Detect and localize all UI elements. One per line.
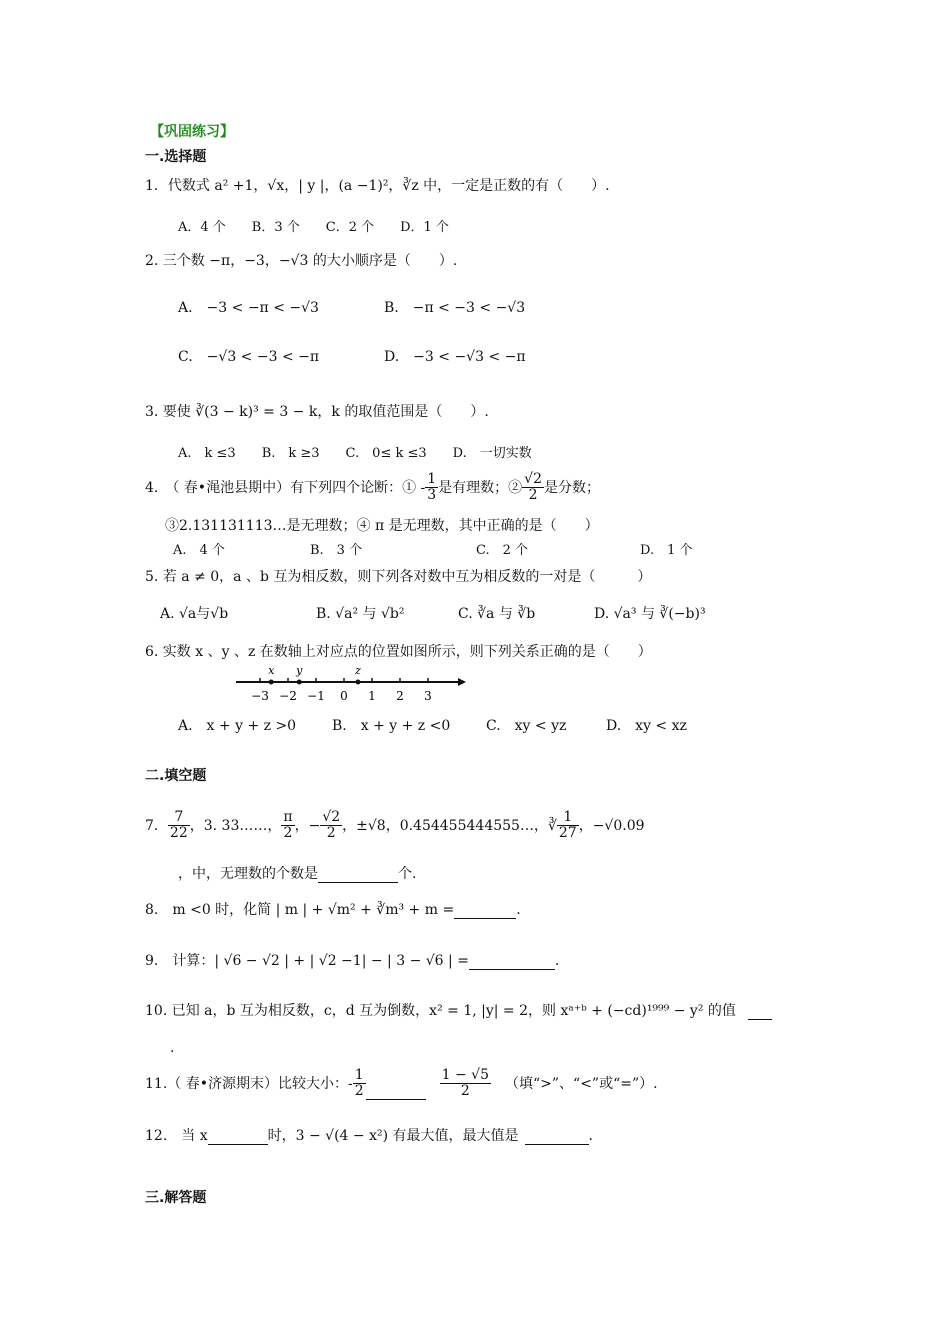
question-5-option-c: C. ∛a 与 ∛b bbox=[458, 606, 536, 622]
question-12-text-b: 时，3 − √(4 − x²) 有最大值，最大值是 bbox=[267, 1128, 519, 1144]
fraction-denominator: 2 bbox=[460, 1083, 470, 1100]
point-label-x: x bbox=[268, 664, 275, 677]
question-5: 5. 若 a ≠ 0，a 、b 互为相反数，则下列各对数中互为相反数的一对是（ ） bbox=[145, 569, 652, 585]
fraction-denominator: 27 bbox=[558, 825, 577, 842]
question-4-option-a: A. 4 个 bbox=[173, 543, 225, 558]
question-7-line-2 bbox=[178, 866, 416, 883]
fraction-7-22 bbox=[168, 810, 190, 842]
fraction-numerator: 1 bbox=[427, 471, 437, 487]
question-4-line-2: ③2.131131113…是无理数；④ π 是无理数，其中正确的是（ ） bbox=[165, 518, 599, 534]
question-4-option-c: C. 2 个 bbox=[476, 543, 529, 558]
question-2-option-d: D. −3 < −√3 < −π bbox=[384, 349, 526, 365]
question-11-text: 11.（ 春•济源期末）比较大小：- bbox=[145, 1075, 353, 1092]
fraction-1-2 bbox=[353, 1068, 366, 1100]
question-1-options: A．4 个 B．3 个 C．2 个 D．1 个 bbox=[178, 220, 449, 235]
answer-blank[interactable] bbox=[454, 904, 516, 919]
answer-blank[interactable] bbox=[366, 1085, 426, 1100]
number-line bbox=[230, 662, 470, 710]
question-8-text: 8. m <0 时，化简 | m | + √m² + ∛m³ + m = bbox=[145, 902, 455, 918]
question-10 bbox=[145, 1003, 772, 1020]
question-2: 2. 三个数 −π，−3，−√3 的大小顺序是（ ）. bbox=[145, 253, 458, 269]
fraction-denominator: 3 bbox=[427, 487, 437, 504]
question-7-text-2: ，3. 33……， bbox=[189, 817, 282, 834]
fraction-denominator: 2 bbox=[528, 487, 538, 504]
question-4-option-d: D. 1 个 bbox=[640, 543, 693, 558]
question-8 bbox=[145, 902, 521, 919]
fraction-denominator: 22 bbox=[169, 825, 188, 842]
fraction-numerator: √2 bbox=[524, 471, 542, 487]
tick-label: −3 bbox=[251, 689, 269, 703]
question-10-text: 10. 已知 a，b 互为相反数，c，d 互为倒数，x² = 1, |y| = 2，则 xᵃ⁺ᵇ + (−cd)¹⁹⁹⁹ − y² 的值 bbox=[145, 1003, 736, 1019]
point-label-z: z bbox=[355, 664, 361, 677]
question-7-text-4: ，− bbox=[294, 817, 321, 834]
fraction-numerator: 7 bbox=[168, 810, 190, 826]
question-1: 1．代数式 a² +1，√x，| y |，(a −1)²，∛z 中，一定是正数的有（ ）. bbox=[145, 178, 610, 194]
fraction-numerator: 1 − √5 bbox=[441, 1067, 489, 1083]
question-11-hint: （填“>”、“<”或“=”）. bbox=[505, 1075, 658, 1092]
tick-label: 2 bbox=[396, 689, 404, 703]
point-label-y: y bbox=[296, 664, 303, 677]
answer-blank[interactable] bbox=[748, 1005, 772, 1020]
section-title-fill: 二.填空题 bbox=[145, 768, 207, 784]
fraction-denominator: 2 bbox=[354, 1083, 364, 1100]
fraction-numerator: 1 bbox=[557, 810, 579, 826]
fraction-numerator: 1 bbox=[354, 1067, 364, 1083]
fraction-numerator: π bbox=[283, 809, 293, 825]
question-12-end: . bbox=[588, 1128, 593, 1144]
point-x bbox=[269, 680, 274, 685]
question-4-text-a: 4. （ 春•渑池县期中）有下列四个论断：① - bbox=[145, 479, 426, 496]
question-9-text: 9. 计算：| √6 − √2 | + | √2 −1| − | 3 − √6 | = bbox=[145, 953, 469, 969]
question-7-label: 7． bbox=[145, 817, 168, 834]
tick-label: −2 bbox=[279, 689, 297, 703]
tick-label: −1 bbox=[307, 689, 325, 703]
tick-label: 3 bbox=[424, 689, 432, 703]
answer-blank[interactable] bbox=[318, 868, 398, 883]
question-10-end: . bbox=[170, 1040, 175, 1056]
fraction-one-third bbox=[425, 472, 438, 504]
number-line-arrow bbox=[458, 678, 466, 686]
fraction-root2-2 bbox=[320, 810, 342, 842]
section-title-choice: 一.选择题 bbox=[145, 149, 207, 165]
question-7-unit: 个. bbox=[398, 866, 417, 882]
question-7-text-6: ，±√8，0.454455444555…， bbox=[342, 817, 548, 834]
question-3: 3. 要使 ∛(3 − k)³ = 3 − k，k 的取值范围是（ ）. bbox=[145, 404, 489, 420]
question-8-end: . bbox=[516, 902, 521, 918]
question-6-option-a: A. x + y + z >0 bbox=[178, 718, 297, 734]
question-5-option-a: A. √a与√b bbox=[160, 606, 229, 622]
question-6-option-b: B. x + y + z <0 bbox=[332, 718, 451, 734]
answer-blank-x[interactable] bbox=[208, 1130, 268, 1145]
question-6-option-d: D. xy < xz bbox=[606, 718, 687, 734]
section-title-solve: 三.解答题 bbox=[145, 1190, 207, 1206]
question-12 bbox=[145, 1128, 593, 1145]
question-2-option-b: B. −π < −3 < −√3 bbox=[384, 300, 526, 316]
question-4-text-c: 是分数； bbox=[544, 479, 600, 496]
question-5-option-b: B. √a² 与 √b² bbox=[316, 606, 405, 622]
question-4-option-b: B. 3 个 bbox=[310, 543, 363, 558]
fraction-root2-over-2 bbox=[522, 472, 544, 504]
question-2-option-a: A. −3 < −π < −√3 bbox=[178, 300, 319, 316]
answer-blank[interactable] bbox=[469, 955, 555, 970]
answer-blank-max[interactable] bbox=[525, 1130, 589, 1145]
question-6-option-c: C. xy < yz bbox=[486, 718, 567, 734]
fraction-pi-2 bbox=[281, 810, 294, 842]
tick-label: 1 bbox=[368, 689, 376, 703]
question-6: 6. 实数 x 、y 、z 在数轴上对应点的位置如图所示，则下列关系正确的是（ ） bbox=[145, 644, 652, 660]
point-z bbox=[356, 680, 361, 685]
question-11 bbox=[145, 1068, 658, 1100]
fraction-1-minus-root5-over-2 bbox=[440, 1068, 491, 1100]
question-2-option-c: C. −√3 < −3 < −π bbox=[178, 349, 320, 365]
tick-label: 0 bbox=[340, 689, 348, 703]
question-7-text: ，中，无理数的个数是 bbox=[178, 866, 318, 882]
fraction-denominator: 2 bbox=[326, 825, 336, 842]
question-5-option-d: D. √a³ 与 ∛(−b)³ bbox=[594, 606, 706, 622]
question-3-options: A. k ≤3 B. k ≥3 C. 0≤ k ≤3 D. 一切实数 bbox=[178, 446, 532, 461]
question-7-line-1: 7． $\frac{7}{22}$ ，3. 33……， $\frac{\pi}{2}$ ，− $\frac{√2}{2}$ ，±√8，0.454455444555…，∛ $\frac{1}{27}$ ，−√0.09 bbox=[145, 809, 645, 842]
section-header: 【巩固练习】 bbox=[150, 124, 234, 140]
fraction-denominator: 2 bbox=[283, 825, 293, 842]
question-9-end: . bbox=[554, 953, 560, 969]
question-9 bbox=[145, 953, 559, 970]
question-4-text-b: 是有理数；② bbox=[438, 479, 523, 496]
question-12-text-a: 12. 当 x bbox=[145, 1128, 208, 1144]
question-7-text-8: ，−√0.09 bbox=[578, 817, 645, 834]
question-4-line-1 bbox=[145, 472, 600, 504]
fraction-1-27 bbox=[557, 810, 579, 842]
point-y bbox=[297, 680, 302, 685]
fraction-numerator: √2 bbox=[322, 809, 341, 825]
